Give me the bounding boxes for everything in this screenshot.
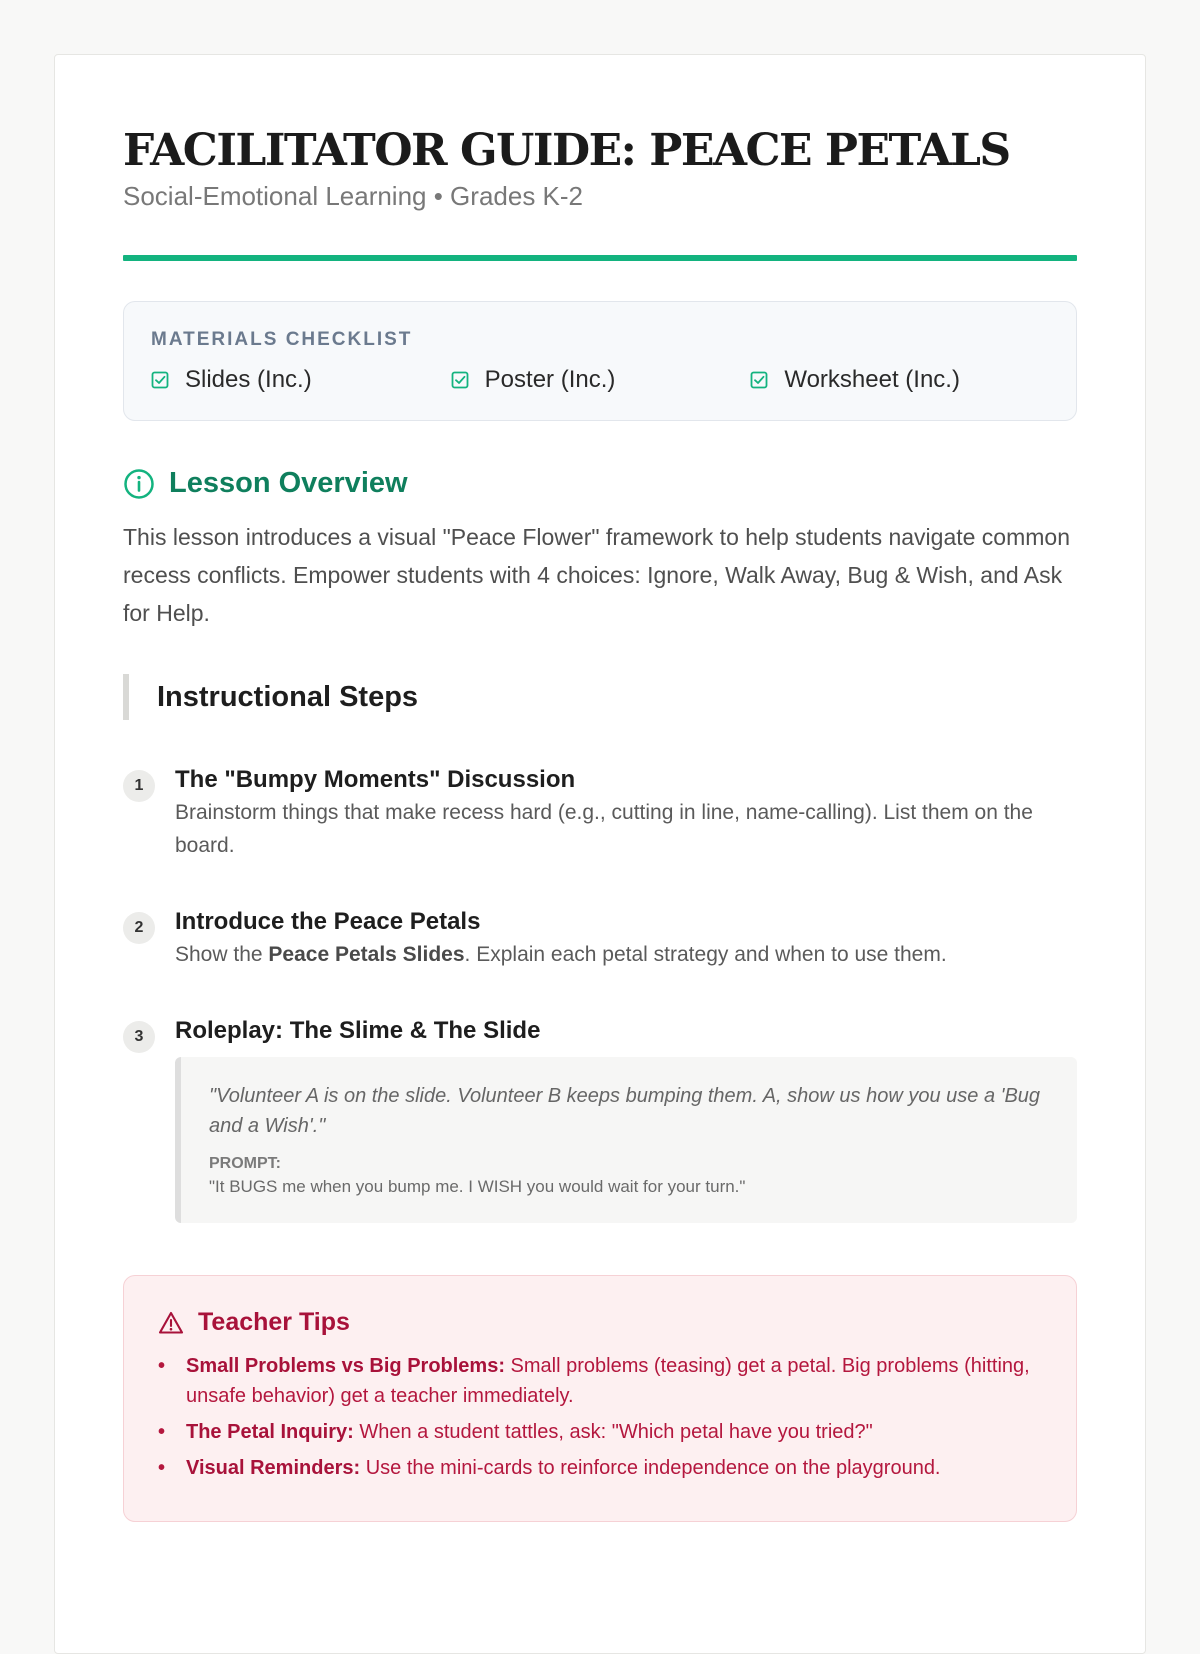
step-desc-text: . Explain each petal strategy and when to use them.	[464, 943, 947, 966]
materials-checklist	[123, 301, 1077, 421]
title-divider	[123, 255, 1077, 261]
step-body	[175, 1015, 1077, 1223]
tip-item	[158, 1453, 1042, 1483]
materials-item	[750, 366, 1050, 394]
materials-item-label: Worksheet (Inc.)	[784, 366, 960, 393]
info-circle-icon	[123, 468, 155, 500]
tip-text: When a student tattles, ask: "Which petal have you tried?"	[353, 1421, 873, 1443]
step-title: The "Bumpy Moments" Discussion	[175, 766, 576, 793]
materials-item-label: Slides (Inc.)	[185, 366, 312, 393]
step-description	[175, 938, 1077, 971]
materials-list	[151, 366, 1050, 394]
prompt-label: PROMPT:	[209, 1155, 281, 1172]
step-title: Introduce the Peace Petals	[175, 908, 481, 935]
overview-title: Lesson Overview	[169, 467, 408, 499]
check-square-icon	[451, 371, 469, 389]
step-number: 3	[123, 1021, 155, 1053]
steps-heading: Instructional Steps	[123, 674, 1077, 720]
tip-text: Use the mini-cards to reinforce independence on the playground.	[360, 1457, 941, 1479]
step-title: Roleplay: The Slime & The Slide	[175, 1017, 541, 1044]
check-square-icon	[750, 371, 768, 389]
warning-triangle-icon	[158, 1310, 184, 1336]
prompt-text: "It BUGS me when you bump me. I WISH you would wait for your turn."	[209, 1177, 746, 1196]
step-item	[123, 764, 1077, 862]
step-number: 2	[123, 912, 155, 944]
materials-heading: MATERIALS CHECKLIST	[151, 329, 413, 350]
tip-label: The Petal Inquiry:	[186, 1421, 354, 1443]
tips-title: Teacher Tips	[198, 1308, 350, 1336]
step-number: 1	[123, 770, 155, 802]
teacher-tips	[123, 1275, 1077, 1522]
step-item	[123, 906, 1077, 971]
step-body	[175, 906, 1077, 971]
tip-text: Small problems (teasing) get a petal. Big problems (hitting, unsafe behavior) get a teacher immediately.	[186, 1355, 1030, 1407]
page-title: FACILITATOR GUIDE: PEACE PETALS	[123, 125, 1010, 176]
check-square-icon	[151, 371, 169, 389]
overview-text: This lesson introduces a visual "Peace Flower" framework to help students navigate common recess conflicts. Empower students with 4 choices: Ignore, Walk Away, Bug & Wish, and Ask for Help.	[123, 524, 1070, 626]
tip-label: Small Problems vs Big Problems:	[186, 1355, 505, 1377]
step-item	[123, 1015, 1077, 1223]
step-body	[175, 764, 1077, 862]
roleplay-quote: "Volunteer A is on the slide. Volunteer B keeps bumping them. A, show us how you use a 'Bug and a Wish'."	[209, 1085, 1041, 1137]
tip-item	[158, 1351, 1042, 1411]
guide-card	[54, 54, 1146, 1654]
materials-item	[451, 366, 751, 394]
materials-item-label: Poster (Inc.)	[484, 366, 616, 393]
tips-header	[158, 1308, 1042, 1337]
step-desc-text: Show the	[175, 943, 269, 966]
materials-item	[151, 366, 451, 394]
step-desc-emphasis: Peace Petals Slides	[268, 943, 465, 966]
roleplay-box	[175, 1057, 1077, 1223]
page-subtitle: Social-Emotional Learning • Grades K-2	[123, 181, 584, 211]
overview-header	[123, 467, 1077, 500]
tip-item	[158, 1417, 1042, 1447]
tip-label: Visual Reminders:	[186, 1457, 361, 1479]
step-description: Brainstorm things that make recess hard (e.g., cutting in line, name-calling). List them on the board.	[175, 801, 1033, 857]
tips-list	[158, 1351, 1042, 1483]
